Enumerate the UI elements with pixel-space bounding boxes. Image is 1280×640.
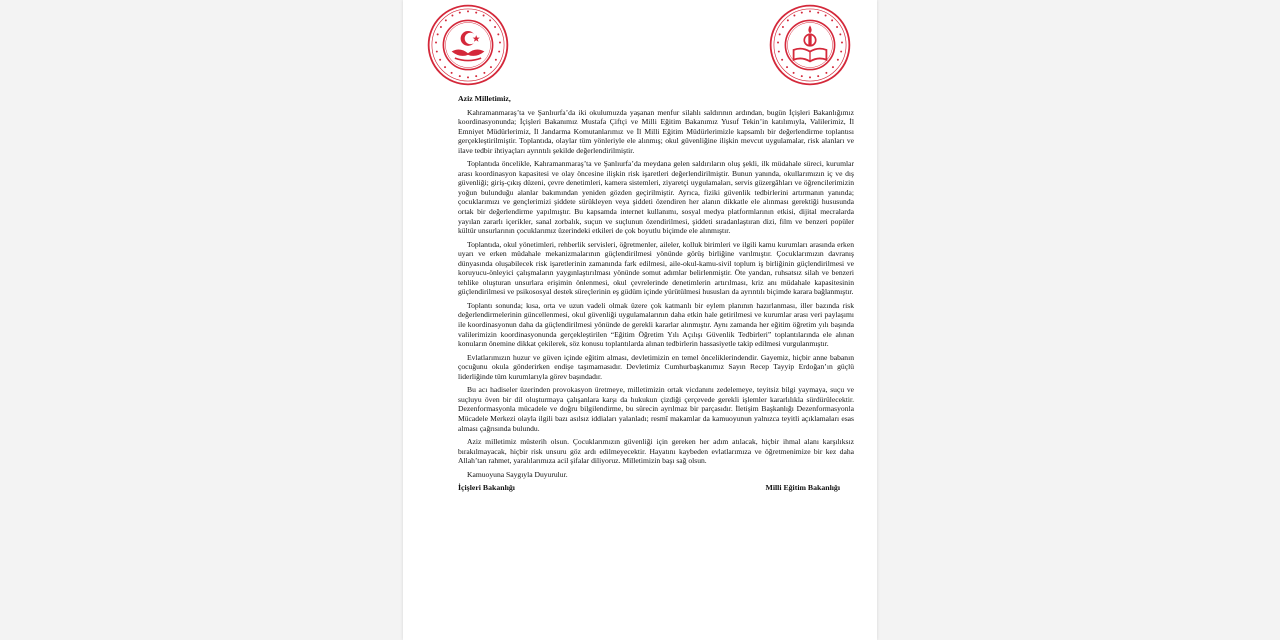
paragraph: Evlatlarımızın huzur ve güven içinde eğitim alması, devletimizin en temel önceliklerindendir. Gayemiz, hiçbir anne babanın çocuğunu okula gönderirken endişe taşımamasıdır. Devletimiz Cumhurbaşkanımız Sayın Recep Tayyip Erdoğan’ın güçlü liderliğinde tüm kurumlarıyla görev başındadır. bbox=[458, 352, 854, 381]
signature-interior-ministry: İçişleri Bakanlığı bbox=[458, 483, 515, 493]
paragraph: Bu acı hadiseler üzerinden provokasyon üretmeye, milletimizin ortak vicdanını zedelemeye, teyitsiz bilgi yaymaya, suçu ve suçluyu öven bir dil oluşturmaya çalışanlara karşı da hukukun çizdiği çerçevede gerekli işlemler kararlılıkla sürdürülecektir. Dezenformasyonla mücadele ve doğru bilgilendirme, bu sürecin ayrılmaz bir parçasıdır. İletişim Başkanlığı Dezenformasyonla Mücadele Merkezi olayla ilgili bazı asılsız iddiaları yalanladı; resmî makamlar da kamuoyunun yalnızca teyitli açıklamaları esas alması çağrısında bulundu. bbox=[458, 385, 854, 433]
interior-ministry-seal-icon bbox=[427, 4, 509, 86]
closing-line: Kamuoyuna Saygıyla Duyurulur. bbox=[467, 469, 568, 479]
statement-body bbox=[458, 94, 854, 493]
salutation: Aziz Milletimiz, bbox=[458, 94, 511, 103]
interior-ministry-seal bbox=[427, 4, 509, 86]
education-ministry-seal bbox=[769, 4, 851, 86]
document-page bbox=[403, 0, 877, 640]
paragraph: Toplantı sonunda; kısa, orta ve uzun vadeli olmak üzere çok katmanlı bir eylem planının hazırlanması, iller bazında risk değerlendirmelerinin güncellenmesi, okul güvenliği uygulamalarının daha etkin hale getirilmesi ve kurumlar arası veri paylaşımı ile koordinasyonun daha da güçlendirilmesi yönünde de gerekli kararlar alınmıştır. Aynı zamanda her eğitim öğretim yılı başında valilerimizin koordinasyonunda gerçekleştirilen “Eğitim Öğretim Yılı Açılışı Güvenlik Tedbirleri” toplantılarında ele alınan konuların önemine dikkat çekilerek, söz konusu toplantılarda alınan tedbirlerin hassasiyetle takip edilmesi vurgulanmıştır. bbox=[458, 300, 854, 349]
signatures bbox=[458, 483, 854, 493]
paragraph: Toplantıda, okul yönetimleri, rehberlik servisleri, öğretmenler, aileler, kolluk birimleri ve ilgili kamu kurumları arasında erken uyarı ve erken müdahale mekanizmalarının güçlendirilmesi yönünde görüş birliğine varılmıştır. Çocuklarımızın davranış dünyasında oluşabilecek risk işaretlerinin zamanında fark edilmesi, aile-okul-kamu-sivil toplum iş birliğinin güçlendirilmesi ve koruyucu-önleyici çalışmaların yaygınlaştırılması yönünde somut adımlar belirlenmiştir. Öte yandan, ruhsatsız silah ve benzeri tehlike oluşturan unsurlara erişimin önlenmesi, okul çevrelerinde denetimlerin artırılması, kriz anı müdahale kapasitesinin güçlendirilmesi ve psikososyal destek süreçlerinin eş güdüm içinde yürütülmesi hususları da ayrıntılı biçimde karara bağlanmıştır. bbox=[458, 239, 854, 297]
signature-education-ministry: Milli Eğitim Bakanlığı bbox=[765, 483, 840, 493]
paragraph: Aziz milletimiz müsterih olsun. Çocuklarımızın güvenliği için gereken her adım atılacak, hiçbir ihmal alanı karşılıksız bırakılmayacak, hiçbir risk unsuru göz ardı edilmeyecektir. Hayatını kaybeden evlatlarımıza ve öğretmenimize bir kez daha Allah’tan rahmet, yaralılarımıza acil şifalar diliyoruz. Milletimizin başı sağ olsun. bbox=[458, 437, 854, 466]
paragraph: Toplantıda öncelikle, Kahramanmaraş’ta ve Şanlıurfa’da meydana gelen saldırıların oluş şekli, ilk müdahale süreci, kurumlar arası koordinasyon kapasitesi ve olay öncesine ilişkin risk işaretleri değerlendirilmiştir. Bunun yanında, okullarımızın iç ve dış güvenliği; giriş-çıkış düzeni, çevre denetimleri, kamera sistemleri, ziyaretçi uygulamaları, servis güzergâhları ve öğrencilerimizin yoğun bulunduğu alanlar bakımından yeniden gözden geçirilmiştir. Ayrıca, fiziki güvenlik tedbirlerini artırmanın yanında; çocuklarımızı ve gençlerimizi şiddete sürükleyen veya şiddeti özendiren her alanın dikkatle ele alınması gerektiği hususunda ortak bir değerlendirme yapılmıştır. Bu kapsamda internet kullanımı, sosyal medya platformlarının etkisi, dijital mecralarda yayılan zararlı içerikler, sanal zorbalık, suçun ve suçlunun özendirilmesi, şiddeti sıradanlaştıran dizi, film ve benzeri popüler kültür unsurlarının çocuklarımız üzerindeki etkileri de çok boyutlu biçimde ele alınmıştır. bbox=[458, 159, 854, 236]
education-ministry-seal-icon bbox=[769, 4, 851, 86]
paragraph: Kahramanmaraş’ta ve Şanlıurfa’da iki okulumuzda yaşanan menfur silahlı saldırının ardından, bugün İçişleri Bakanlığımız koordinasyonunda; İçişleri Bakanımız Mustafa Çiftçi ve Milli Eğitim Bakanımız Yusuf Tekin’in katılımıyla, Valilerimiz, İl Emniyet Müdürlerimiz, İl Jandarma Komutanlarımız ve İl Milli Eğitim Müdürlerimizle kapsamlı bir değerlendirme toplantısı gerçekleştirilmiştir. Toplantıda, olaylar tüm yönleriyle ele alınmış; okul güvenliğine ilişkin mevcut uygulamalar, risk alanları ve ilave tedbir ihtiyaçları ayrıntılı şekilde değerlendirilmiştir. bbox=[458, 107, 854, 155]
